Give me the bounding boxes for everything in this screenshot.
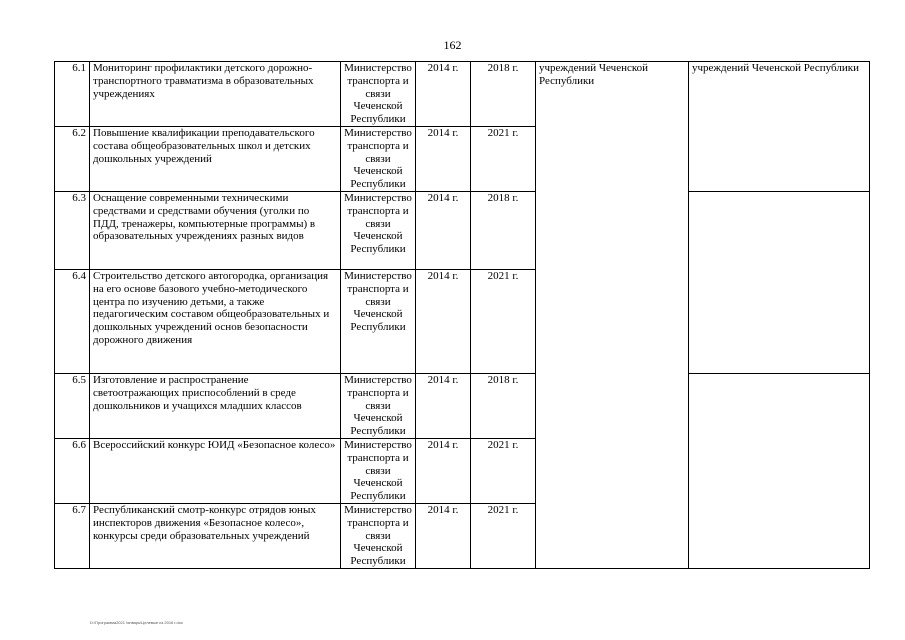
indicator-cell-empty	[689, 374, 870, 569]
end-year-cell: 2018 г.	[471, 192, 536, 270]
executor-cell: Министерство транспорта и связи Чеченской Республики	[341, 127, 416, 192]
start-year-cell: 2014 г.	[416, 127, 471, 192]
row-number: 6.5	[55, 374, 90, 439]
executor-cell: Министерство транспорта и связи Чеченской Республики	[341, 192, 416, 270]
table-row	[55, 374, 870, 439]
end-year-cell: 2021 г.	[471, 439, 536, 504]
activity-cell: Строительство детского автогородка, организация на его основе базового учебно-методического центра по изучению детьми, а также педагогическим составом общеобразовательных и дошкольных учреждений основ безопасности дорожного движения	[90, 270, 341, 374]
activity-cell: Оснащение современными техническими средствами и средствами обучения (уголки по ПДД, тренажеры, компьютерные программы) в образовательных учреждениях разных видов	[90, 192, 341, 270]
row-number: 6.6	[55, 439, 90, 504]
row-number: 6.3	[55, 192, 90, 270]
start-year-cell: 2014 г.	[416, 374, 471, 439]
executor-cell: Министерство транспорта и связи Чеченской Республики	[341, 504, 416, 569]
expected-result-cell: учреждений Чеченской Республики	[536, 62, 689, 569]
row-number: 6.1	[55, 62, 90, 127]
indicator-cell: учреждений Чеченской Республики	[689, 62, 870, 192]
start-year-cell: 2014 г.	[416, 62, 471, 127]
file-path-footer: D:\Программа2021 \январь\Целевые из 2016 г.doc	[90, 620, 183, 625]
end-year-cell: 2021 г.	[471, 127, 536, 192]
page-number: 162	[443, 38, 462, 52]
executor-cell: Министерство транспорта и связи Чеченской Республики	[341, 374, 416, 439]
end-year-cell: 2018 г.	[471, 374, 536, 439]
table-row	[55, 192, 870, 270]
indicator-cell-empty	[689, 192, 870, 374]
table-row	[55, 62, 870, 127]
activity-cell: Всероссийский конкурс ЮИД «Безопасное колесо»	[90, 439, 341, 504]
executor-cell: Министерство транспорта и связи Чеченской Республики	[341, 62, 416, 127]
end-year-cell: 2021 г.	[471, 504, 536, 569]
end-year-cell: 2018 г.	[471, 62, 536, 127]
activity-cell: Республиканский смотр-конкурс отрядов юных инспекторов движения «Безопасное колесо», конкурсы среди образовательных учреждений	[90, 504, 341, 569]
end-year-cell: 2021 г.	[471, 270, 536, 374]
executor-cell: Министерство транспорта и связи Чеченской Республики	[341, 439, 416, 504]
start-year-cell: 2014 г.	[416, 439, 471, 504]
activity-cell: Мониторинг профилактики детского дорожно-транспортного травматизма в образовательных учреждениях	[90, 62, 341, 127]
row-number: 6.2	[55, 127, 90, 192]
activity-cell: Изготовление и распространение светоотражающих приспособлений в среде дошкольников и учащихся младших классов	[90, 374, 341, 439]
row-number: 6.4	[55, 270, 90, 374]
executor-cell: Министерство транспорта и связи Чеченской Республики	[341, 270, 416, 374]
program-table	[54, 61, 870, 569]
start-year-cell: 2014 г.	[416, 504, 471, 569]
activity-cell: Повышение квалификации преподавательского состава общеобразовательных школ и детских дошкольных учреждений	[90, 127, 341, 192]
start-year-cell: 2014 г.	[416, 270, 471, 374]
row-number: 6.7	[55, 504, 90, 569]
start-year-cell: 2014 г.	[416, 192, 471, 270]
